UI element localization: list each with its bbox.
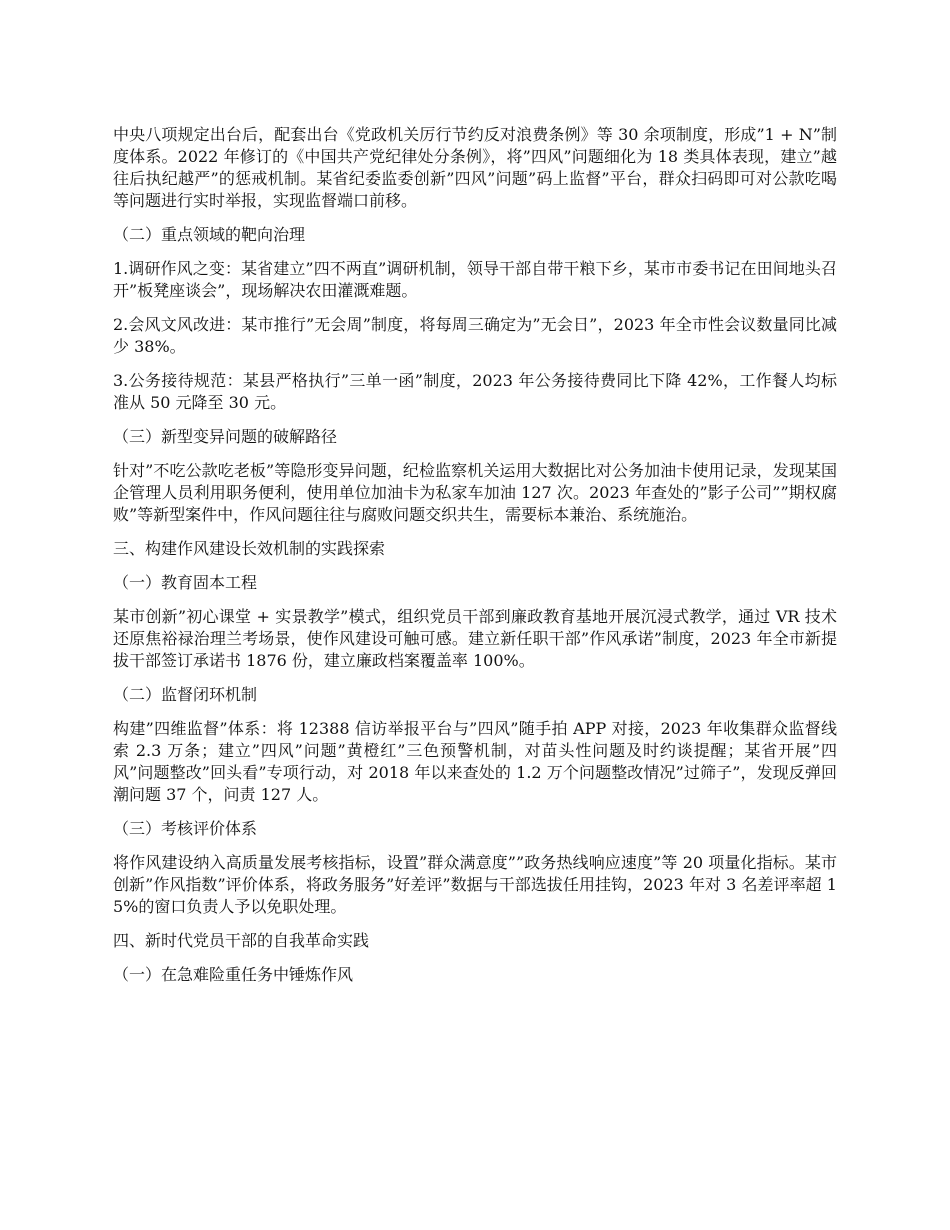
paragraph-supervision: 构建”四维监督”体系：将 12388 信访举报平台与”四风”随手拍 APP 对接，2023 年收集群众监督线索 2.3 万条；建立”四风”问题”黄橙红”三色预警机制，对苗头性问题及时约谈提醒；某省开展”四风”问题整改”回头看”专项行动，对 2018 年以来查处的 1.2 万个问题整改情况”过筛子”，发现反弹回潮问题 37 个，问责 127 人。 [113,719,837,804]
heading-new-problems: （三）新型变异问题的破解路径 [113,427,338,446]
heading-education: （一）教育固本工程 [113,573,258,592]
heading-tough-tasks: （一）在急难险重任务中锤炼作风 [113,965,354,984]
paragraph-research-style: 1.调研作风之变：某省建立”四不两直”调研机制，领导干部自带干粮下乡，某市市委书记在田间地头召开”板凳座谈会”，现场解决农田灌溉难题。 [113,259,837,300]
paragraph-regulations: 中央八项规定出台后，配套出台《党政机关厉行节约反对浪费条例》等 30 余项制度，形成”1 + N”制度体系。2022 年修订的《中国共产党纪律处分条例》，将”四风”问题细化为 18 类具体表现，建立”越往后执纪越严”的惩戒机制。某省纪委监委创新”四风”问题”码上监督”平台，群众扫码即可对公款吃喝等问题进行实时举报，实现监督端口前移。 [113,125,837,210]
paragraph-assessment: 将作风建设纳入高质量发展考核指标，设置”群众满意度””政务热线响应速度”等 20 项量化指标。某市创新”作风指数”评价体系，将政务服务”好差评”数据与干部选拔任用挂钩，2023 年对 3 名差评率超 15%的窗口负责人予以免职处理。 [113,853,837,916]
heading-section-three: 三、构建作风建设长效机制的实践探索 [113,539,386,558]
heading-assessment: （三）考核评价体系 [113,819,258,838]
paragraph-education: 某市创新”初心课堂 + 实景教学”模式，组织党员干部到廉政教育基地开展沉浸式教学，通过 VR 技术还原焦裕禄治理兰考场景，使作风建设可触可感。建立新任职干部”作风承诺”制度，2023 年全市新提拔干部签订承诺书 1876 份，建立廉政档案覆盖率 100%。 [113,607,837,670]
document-page [113,124,837,998]
heading-section-four: 四、新时代党员干部的自我革命实践 [113,931,370,950]
paragraph-reception-rules: 3.公务接待规范：某县严格执行”三单一函”制度，2023 年公务接待费同比下降 42%，工作餐人均标准从 50 元降至 30 元。 [113,371,837,412]
paragraph-hidden-problems: 针对”不吃公款吃老板”等隐形变异问题，纪检监察机关运用大数据比对公务加油卡使用记录，发现某国企管理人员利用职务便利，使用单位加油卡为私家车加油 127 次。2023 年查处的”影子公司””期权腐败”等新型案件中，作风问题往往与腐败问题交织共生，需要标本兼治、系统施治。 [113,461,837,524]
heading-key-areas: （二）重点领域的靶向治理 [113,225,306,244]
heading-supervision: （二）监督闭环机制 [113,685,258,704]
paragraph-meeting-style: 2.会风文风改进：某市推行”无会周”制度，将每周三确定为”无会日”，2023 年全市性会议数量同比减少 38%。 [113,315,837,356]
